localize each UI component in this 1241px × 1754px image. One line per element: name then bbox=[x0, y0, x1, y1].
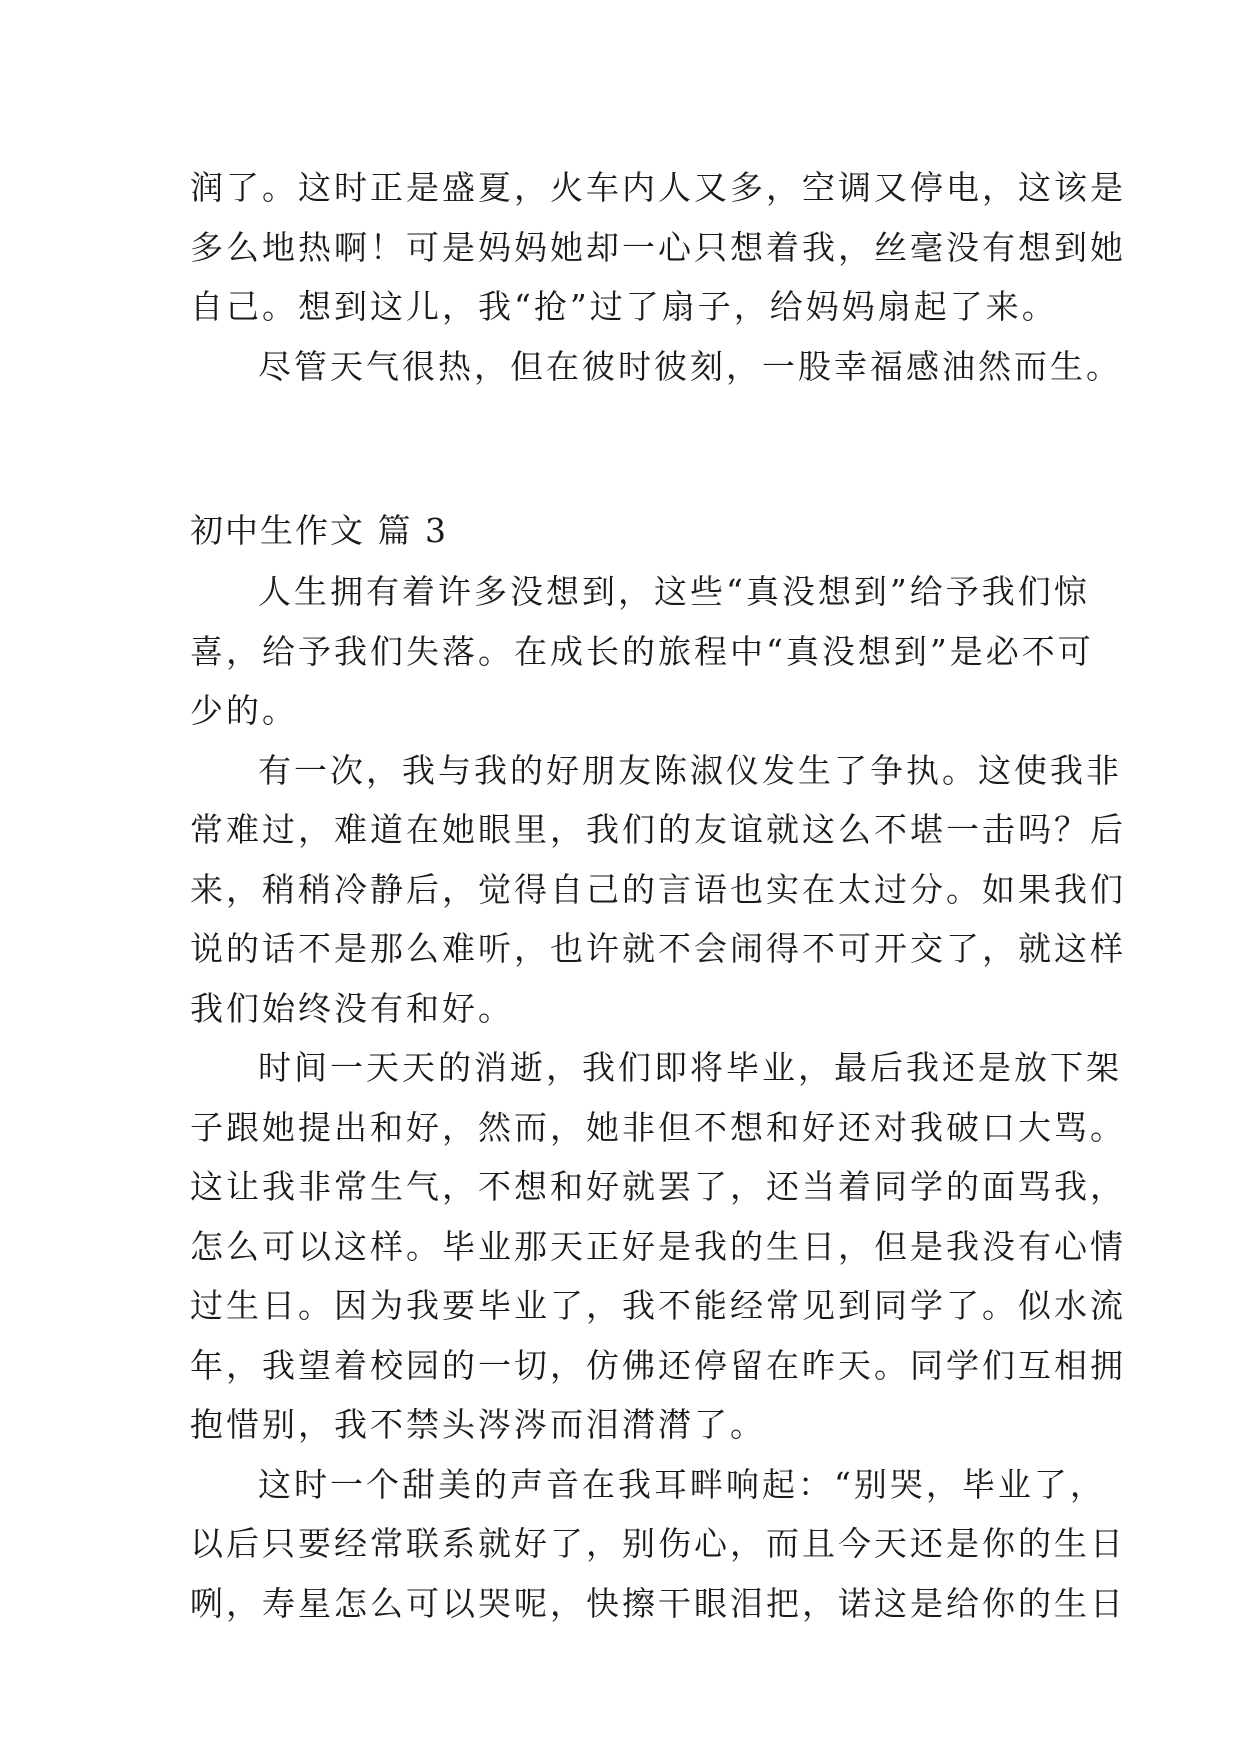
text-line: 这让我非常生气，不想和好就罢了，还当着同学的面骂我， bbox=[190, 1167, 1126, 1206]
paragraph bbox=[190, 1038, 1126, 1455]
text-line: 年，我望着校园的一切，仿佛还停留在昨天。同学们互相拥 bbox=[190, 1345, 1126, 1385]
paragraph bbox=[190, 741, 1126, 1039]
text-line: 这时一个甜美的声音在我耳畔响起：“别哭，毕业了， bbox=[258, 1464, 1106, 1504]
text-line: 自己。想到这儿，我“抢”过了扇子，给妈妈扇起了来。 bbox=[190, 287, 1058, 326]
text-line: 我们始终没有和好。 bbox=[190, 988, 514, 1028]
text-line: 来，稍稍冷静后，觉得自己的言语也实在太过分。如果我们 bbox=[190, 869, 1126, 909]
closing-paragraph: 尽管天气很热，但在彼时彼刻，一股幸福感油然而生。 bbox=[258, 346, 1122, 386]
text-line: 人生拥有着许多没想到，这些“真没想到”给予我们惊 bbox=[258, 572, 1090, 611]
text-line: 少的。 bbox=[190, 691, 298, 730]
text-line: 有一次，我与我的好朋友陈淑仪发生了争执。这使我非 bbox=[258, 750, 1122, 790]
text-line: 喜，给予我们失落。在成长的旅程中“真没想到”是必不可 bbox=[190, 631, 1094, 671]
text-line: 常难过，难道在她眼里，我们的友谊就这么不堪一击吗？后 bbox=[190, 810, 1126, 849]
text-line: 子跟她提出和好，然而，她非但不想和好还对我破口大骂。 bbox=[190, 1107, 1126, 1147]
text-line: 时间一天天的消逝，我们即将毕业，最后我还是放下架 bbox=[258, 1048, 1122, 1087]
section-spacer bbox=[190, 396, 1070, 500]
section-heading: 初中生作文 篇 3 bbox=[190, 511, 448, 550]
text-line: 说的话不是那么难听，也许就不会闹得不可开交了，就这样 bbox=[190, 929, 1126, 968]
text-line: 多么地热啊！可是妈妈她却一心只想着我，丝毫没有想到她 bbox=[190, 227, 1126, 267]
text-line: 润了。这时正是盛夏，火车内人又多，空调又停电，这该是 bbox=[190, 168, 1126, 207]
paragraph bbox=[190, 562, 1094, 741]
paragraph bbox=[190, 1455, 1126, 1634]
text-line: 怎么可以这样。毕业那天正好是我的生日，但是我没有心情 bbox=[190, 1226, 1126, 1266]
text-line: 以后只要经常联系就好了，别伤心，而且今天还是你的生日 bbox=[190, 1524, 1126, 1563]
text-line: 咧，寿星怎么可以哭呢，快擦干眼泪把，诺这是给你的生日 bbox=[190, 1583, 1126, 1623]
text-line: 抱惜别，我不禁头涔涔而泪潸潸了。 bbox=[190, 1405, 766, 1444]
text-line: 过生日。因为我要毕业了，我不能经常见到同学了。似水流 bbox=[190, 1286, 1126, 1325]
document-body bbox=[190, 158, 1126, 1633]
